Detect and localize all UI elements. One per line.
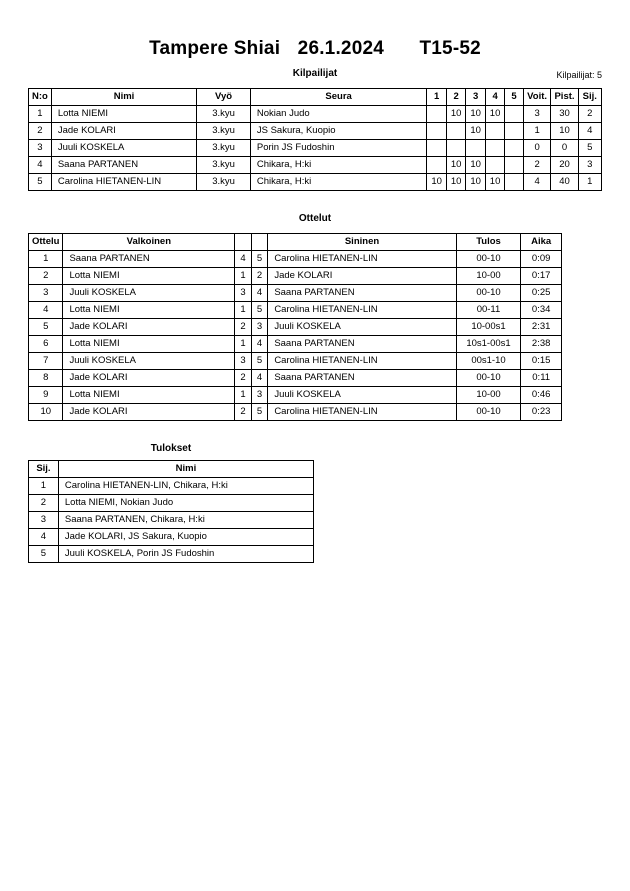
table-row: [29, 404, 562, 421]
match-white-name: Juuli KOSKELA: [63, 285, 235, 302]
competitor-rank: 2: [578, 106, 601, 123]
match-no: 7: [29, 353, 63, 370]
competitor-match-5: [505, 140, 523, 157]
table-row: [29, 251, 562, 268]
competitor-match-3: 10: [466, 174, 485, 191]
col-header-white-seed: [235, 234, 252, 251]
competitor-match-3: 10: [466, 106, 485, 123]
competitor-match-2: 10: [446, 106, 465, 123]
competitor-wins: 1: [523, 123, 551, 140]
competitor-match-3: [466, 140, 485, 157]
competitors-table: [28, 88, 602, 191]
competitor-match-1: [427, 123, 446, 140]
match-no: 10: [29, 404, 63, 421]
match-white-seed: 2: [235, 370, 252, 387]
match-white-seed: 2: [235, 319, 252, 336]
result-rank: 4: [29, 529, 59, 546]
col-header-no: N:o: [29, 89, 52, 106]
match-blue-seed: 3: [251, 387, 268, 404]
match-no: 8: [29, 370, 63, 387]
col-header-club: Seura: [250, 89, 427, 106]
competitor-name: Saana PARTANEN: [51, 157, 196, 174]
competitor-club: Porin JS Fudoshin: [250, 140, 427, 157]
table-row: [29, 546, 314, 563]
competitor-match-2: [446, 140, 465, 157]
competitor-club: JS Sakura, Kuopio: [250, 123, 427, 140]
col-header-points: Pist.: [551, 89, 578, 106]
col-header-match-5: 5: [505, 89, 523, 106]
matches-section-label: Ottelut: [298, 213, 332, 224]
competitor-match-4: 10: [485, 106, 504, 123]
match-white-name: Jade KOLARI: [63, 319, 235, 336]
match-time: 0:15: [521, 353, 562, 370]
col-header-match-no: Ottelu: [29, 234, 63, 251]
result-rank: 5: [29, 546, 59, 563]
table-row: [29, 157, 602, 174]
match-blue-seed: 3: [251, 319, 268, 336]
match-time: 0:17: [521, 268, 562, 285]
competitor-match-1: [427, 106, 446, 123]
match-blue-seed: 5: [251, 353, 268, 370]
col-header-match-1: 1: [427, 89, 446, 106]
results-section-label: Tulokset: [150, 443, 192, 454]
table-row: [29, 123, 602, 140]
match-white-name: Saana PARTANEN: [63, 251, 235, 268]
col-header-name: Nimi: [51, 89, 196, 106]
competitor-match-4: 10: [485, 174, 504, 191]
table-row: [29, 370, 562, 387]
competitor-no: 5: [29, 174, 52, 191]
table-row: [29, 529, 314, 546]
competitor-club: Chikara, H:ki: [250, 174, 427, 191]
competitor-wins: 4: [523, 174, 551, 191]
competitor-points: 10: [551, 123, 578, 140]
col-header-white: Valkoinen: [63, 234, 235, 251]
match-white-seed: 1: [235, 336, 252, 353]
match-white-name: Jade KOLARI: [63, 370, 235, 387]
match-blue-name: Saana PARTANEN: [268, 370, 456, 387]
competitor-match-4: [485, 123, 504, 140]
result-name: Jade KOLARI, JS Sakura, Kuopio: [58, 529, 313, 546]
match-blue-name: Carolina HIETANEN-LIN: [268, 251, 456, 268]
col-header-wins: Voit.: [523, 89, 551, 106]
table-row: [29, 353, 562, 370]
result-rank: 2: [29, 495, 59, 512]
result-rank: 3: [29, 512, 59, 529]
competitor-points: 0: [551, 140, 578, 157]
competitors-count: Kilpailijat: 5: [556, 70, 602, 80]
match-no: 4: [29, 302, 63, 319]
match-time: 0:11: [521, 370, 562, 387]
col-header-blue: Sininen: [268, 234, 456, 251]
competitor-no: 3: [29, 140, 52, 157]
results-table: [28, 460, 314, 563]
match-time: 2:38: [521, 336, 562, 353]
match-white-name: Juuli KOSKELA: [63, 353, 235, 370]
competitor-name: Carolina HIETANEN-LIN: [51, 174, 196, 191]
match-no: 5: [29, 319, 63, 336]
match-blue-seed: 4: [251, 336, 268, 353]
tournament-name: Tampere Shiai: [149, 38, 281, 59]
competitor-name: Juuli KOSKELA: [51, 140, 196, 157]
competitor-match-5: [505, 157, 523, 174]
match-white-seed: 3: [235, 353, 252, 370]
competitor-match-1: 10: [427, 174, 446, 191]
matches-table: [28, 233, 562, 421]
col-header-blue-seed: [251, 234, 268, 251]
competitor-belt: 3.kyu: [197, 123, 251, 140]
result-name: Lotta NIEMI, Nokian Judo: [58, 495, 313, 512]
competitors-section-label: Kilpailijat: [292, 68, 338, 79]
table-header-row: [29, 234, 562, 251]
col-header-result-name: Nimi: [58, 461, 313, 478]
competitor-rank: 4: [578, 123, 601, 140]
match-no: 1: [29, 251, 63, 268]
match-time: 0:25: [521, 285, 562, 302]
match-white-name: Lotta NIEMI: [63, 302, 235, 319]
competitor-belt: 3.kyu: [197, 157, 251, 174]
competitor-club: Chikara, H:ki: [250, 157, 427, 174]
match-blue-name: Juuli KOSKELA: [268, 319, 456, 336]
col-header-time: Aika: [521, 234, 562, 251]
match-white-name: Lotta NIEMI: [63, 336, 235, 353]
match-no: 9: [29, 387, 63, 404]
tournament-date: 26.1.2024: [297, 38, 384, 59]
match-white-seed: 3: [235, 285, 252, 302]
match-blue-name: Carolina HIETANEN-LIN: [268, 404, 456, 421]
competitor-match-1: [427, 157, 446, 174]
match-blue-seed: 2: [251, 268, 268, 285]
competitor-no: 4: [29, 157, 52, 174]
match-blue-seed: 4: [251, 285, 268, 302]
competitor-name: Lotta NIEMI: [51, 106, 196, 123]
competitor-match-3: 10: [466, 123, 485, 140]
match-no: 2: [29, 268, 63, 285]
table-row: [29, 495, 314, 512]
match-blue-seed: 4: [251, 370, 268, 387]
match-no: 6: [29, 336, 63, 353]
competitor-match-2: 10: [446, 174, 465, 191]
match-result: 00-10: [456, 404, 521, 421]
match-result: 00-10: [456, 251, 521, 268]
competitor-name: Jade KOLARI: [51, 123, 196, 140]
competitor-match-4: [485, 157, 504, 174]
match-result: 00-10: [456, 285, 521, 302]
match-white-name: Jade KOLARI: [63, 404, 235, 421]
match-blue-name: Juuli KOSKELA: [268, 387, 456, 404]
match-time: 0:46: [521, 387, 562, 404]
competitor-points: 30: [551, 106, 578, 123]
match-time: 0:09: [521, 251, 562, 268]
match-time: 0:23: [521, 404, 562, 421]
col-header-result: Tulos: [456, 234, 521, 251]
competitor-rank: 5: [578, 140, 601, 157]
competitor-match-4: [485, 140, 504, 157]
competitor-wins: 0: [523, 140, 551, 157]
competitor-match-2: 10: [446, 157, 465, 174]
col-header-belt: Vyö: [197, 89, 251, 106]
competitor-match-2: [446, 123, 465, 140]
match-blue-name: Carolina HIETANEN-LIN: [268, 353, 456, 370]
table-header-row: [29, 461, 314, 478]
match-result: 10-00: [456, 268, 521, 285]
match-result: 10-00s1: [456, 319, 521, 336]
match-blue-seed: 5: [251, 251, 268, 268]
col-header-rank: Sij.: [578, 89, 601, 106]
competitor-no: 1: [29, 106, 52, 123]
match-blue-seed: 5: [251, 404, 268, 421]
table-row: [29, 478, 314, 495]
match-time: 2:31: [521, 319, 562, 336]
match-result: 10-00: [456, 387, 521, 404]
result-name: Saana PARTANEN, Chikara, H:ki: [58, 512, 313, 529]
competitor-wins: 2: [523, 157, 551, 174]
col-header-result-rank: Sij.: [29, 461, 59, 478]
col-header-match-2: 2: [446, 89, 465, 106]
table-row: [29, 285, 562, 302]
result-rank: 1: [29, 478, 59, 495]
competitor-match-3: 10: [466, 157, 485, 174]
match-white-seed: 1: [235, 268, 252, 285]
competitor-points: 20: [551, 157, 578, 174]
competitor-match-1: [427, 140, 446, 157]
match-blue-name: Jade KOLARI: [268, 268, 456, 285]
match-blue-name: Saana PARTANEN: [268, 285, 456, 302]
col-header-match-4: 4: [485, 89, 504, 106]
table-row: [29, 174, 602, 191]
competitor-match-5: [505, 174, 523, 191]
match-white-seed: 1: [235, 387, 252, 404]
table-row: [29, 140, 602, 157]
competitor-club: Nokian Judo: [250, 106, 427, 123]
competitor-belt: 3.kyu: [197, 106, 251, 123]
tournament-category: T15-52: [419, 38, 481, 59]
competitor-match-5: [505, 123, 523, 140]
table-row: [29, 268, 562, 285]
match-white-seed: 2: [235, 404, 252, 421]
result-name: Juuli KOSKELA, Porin JS Fudoshin: [58, 546, 313, 563]
competitor-belt: 3.kyu: [197, 174, 251, 191]
table-row: [29, 106, 602, 123]
match-result: 10s1-00s1: [456, 336, 521, 353]
match-white-name: Lotta NIEMI: [63, 387, 235, 404]
competitor-rank: 3: [578, 157, 601, 174]
competitor-rank: 1: [578, 174, 601, 191]
competitor-wins: 3: [523, 106, 551, 123]
match-white-seed: 4: [235, 251, 252, 268]
competitor-belt: 3.kyu: [197, 140, 251, 157]
col-header-match-3: 3: [466, 89, 485, 106]
table-row: [29, 319, 562, 336]
match-white-seed: 1: [235, 302, 252, 319]
table-header-row: [29, 89, 602, 106]
table-row: [29, 387, 562, 404]
result-name: Carolina HIETANEN-LIN, Chikara, H:ki: [58, 478, 313, 495]
table-row: [29, 512, 314, 529]
match-time: 0:34: [521, 302, 562, 319]
competitor-points: 40: [551, 174, 578, 191]
match-white-name: Lotta NIEMI: [63, 268, 235, 285]
match-blue-name: Saana PARTANEN: [268, 336, 456, 353]
match-result: 00-10: [456, 370, 521, 387]
competitor-match-5: [505, 106, 523, 123]
match-blue-name: Carolina HIETANEN-LIN: [268, 302, 456, 319]
match-no: 3: [29, 285, 63, 302]
match-result: 00-11: [456, 302, 521, 319]
match-result: 00s1-10: [456, 353, 521, 370]
table-row: [29, 302, 562, 319]
page-title: [0, 38, 630, 60]
table-row: [29, 336, 562, 353]
competitor-no: 2: [29, 123, 52, 140]
match-blue-seed: 5: [251, 302, 268, 319]
